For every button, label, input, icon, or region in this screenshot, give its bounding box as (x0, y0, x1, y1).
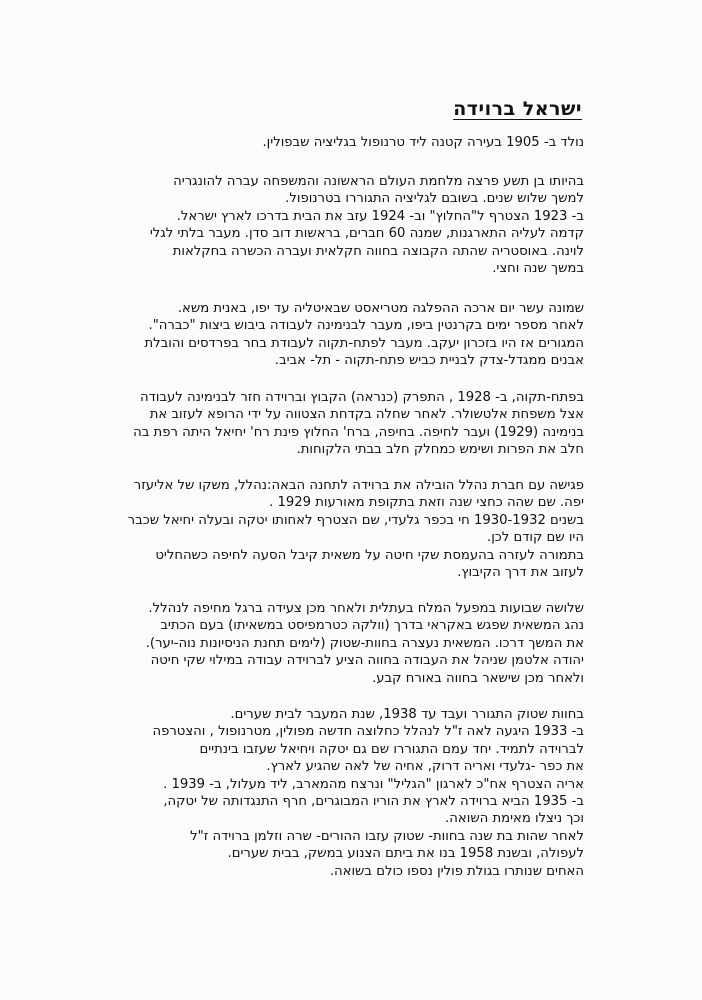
text-line: לעפולה, ובשנת 1958 בנו את ביתם הצנוע במשק, בבית שערים. (227, 846, 584, 862)
text-line: אצל משפחת אלטשולר. לאחר שחלה בקדחת הצטווה על ידי הרופא לעזוב את (149, 407, 584, 423)
text-line: היו שם קודם לכן. (487, 530, 584, 546)
text-line: בנימינה (1929) ועבר לחיפה. בחיפה, ברח' החלוץ פינת רח' יחיאל היתה רפת בה (133, 424, 584, 440)
text-line: פגישה עם חברת נהלל הובילה את ברוידה לתחנה הבאה:נהלל, משקו של אליעזר (133, 478, 584, 493)
text-line: קדמה לעליה התארגנות, שמנה 60 חברים, בראשות דוב סדן. מעבר בלתי לגלי (149, 226, 584, 242)
text-line: נולד ב- 1905 בעירה קטנה ליד טרנופול בגליציה שבפולין. (262, 135, 584, 150)
paragraph-petah-tikva (114, 389, 584, 459)
paragraph-stock-farm (114, 706, 584, 880)
text-line: המגורים אז היו בזכרון יעקב. מעבר לפתח-תקוה לעבודת בחר בפרדסים והובלת (144, 335, 584, 351)
text-line: יפה. שם שהה כחצי שנה וזאת בתקופת מאורעות 1929 . (269, 495, 584, 511)
text-line: וכך ניצלו מאימת השואה. (445, 811, 584, 827)
text-line: ב- 1933 היגעה לאה ז"ל לנהלל כחלוצה חדשה מפולין, מטרנופול , והצטרפה (152, 724, 584, 740)
text-line: יהודה אלטמן שניהל את העבודה בחווה הציע לברוידה עבודה במילוי שקי חיטה (150, 653, 584, 669)
text-line: שמונה עשר יום ארכה ההפלגה מטריאסט שבאיטליה עד יפו, באנית משא. (177, 301, 584, 316)
text-line: בהיותו בן תשע פרצה מלחמת העולם הראשונה והמשפחה עברה להונגריה (173, 174, 584, 189)
text-line: ב- 1923 הצטרף ל"החלוץ" וב- 1924 עזב את הבית בדרכו לארץ ישראל. (176, 208, 584, 224)
text-line: בשנים 1930-1932 חי בכפר גלעדי, שם הצטרף לאחותו יטקה ובעלה יחיאל שכבר (127, 512, 584, 528)
text-line: בחוות שטוק התגורר ועבד עד 1938, שנת המעבר לבית שערים. (230, 707, 584, 722)
paragraph-birth (114, 134, 584, 151)
text-line: ב- 1935 הביא ברוידה לארץ את הוריו המבוגרים, חרף התנגדותה של יטקה, (163, 794, 584, 810)
text-line: במשך שנה וחצי. (492, 261, 584, 277)
text-line: האחים שנותרו בגולת פולין נספו כולם בשואה. (329, 863, 584, 879)
text-line: לברוידה לתמיד. יחד עמם התגוררו שם גם יטקה ויחיאל שעזבו בינתיים (199, 741, 584, 757)
text-line: את המשך דרכו. המשאית נעצרה בחוות-שטוק (לימים תחנת הניסיונות נוה-יער). (145, 635, 584, 651)
paragraph-voyage (114, 300, 584, 370)
text-line: בפתח-תקוה, ב- 1928 , התפרק (כנראה) הקבוץ וברוידה חזר לבנימינה לעבודה (140, 390, 584, 405)
paragraph-atlit (114, 600, 584, 687)
text-line: לעזוב את דרך הקיבוץ. (457, 565, 584, 581)
text-line: לוינה. באוסטריה שהתה הקבוצה בחווה חקלאית ועברה הכשרה בחקלאות (172, 243, 584, 259)
paragraph-early-life (114, 173, 584, 277)
document-title: ישראל ברוידה (453, 98, 582, 120)
text-line: אריה הצטרף אח"כ לארגון "הגליל" ונרצח מהמארב, ליד מעלול, ב- 1939 . (163, 776, 584, 792)
text-line: נהג המשאית שפגש באקראי בדרך (וולקה כטרמפיסט במשאיתו) בעם הכתיב (160, 618, 584, 634)
text-line: לאחר שהות בת שנה בחוות- שטוק עזבו ההורים- שרה וזלמן ברוידה ז"ל (190, 828, 584, 844)
text-line: למשך שלוש שנים. בשובם לגליציה התגוררו בטרנופול. (285, 191, 584, 207)
text-line: ולאחר מכן שישאר בחווה באורח קבע. (372, 670, 584, 686)
text-line: את כפר -גלעדי ואריה דרוק, אחיה של לאה שהגיע לארץ. (266, 759, 584, 775)
text-line: בתמורה לעזרה בהעמסת שקי חיטה על משאית קיבל הסעה לחיפה כשהחליט (155, 547, 584, 563)
paragraph-nahalal (114, 477, 584, 581)
text-line: שלושה שבועות במפעל המלח בעתלית ולאחר מכן צעידה ברגל מחיפה לנהלל. (148, 601, 584, 616)
text-line: חלב את הפרות ושימש כמחלק חלב בבתי הלקוחות. (296, 442, 584, 458)
text-line: לאחר מספר ימים בקרנטין ביפו, מעבר לבנימינה לעבודה ביבוש ביצות "כברה". (148, 318, 584, 334)
text-line: אבנים ממגדל-צדק לבניית כביש פתח-תקוה - תל- אביב. (274, 353, 584, 369)
